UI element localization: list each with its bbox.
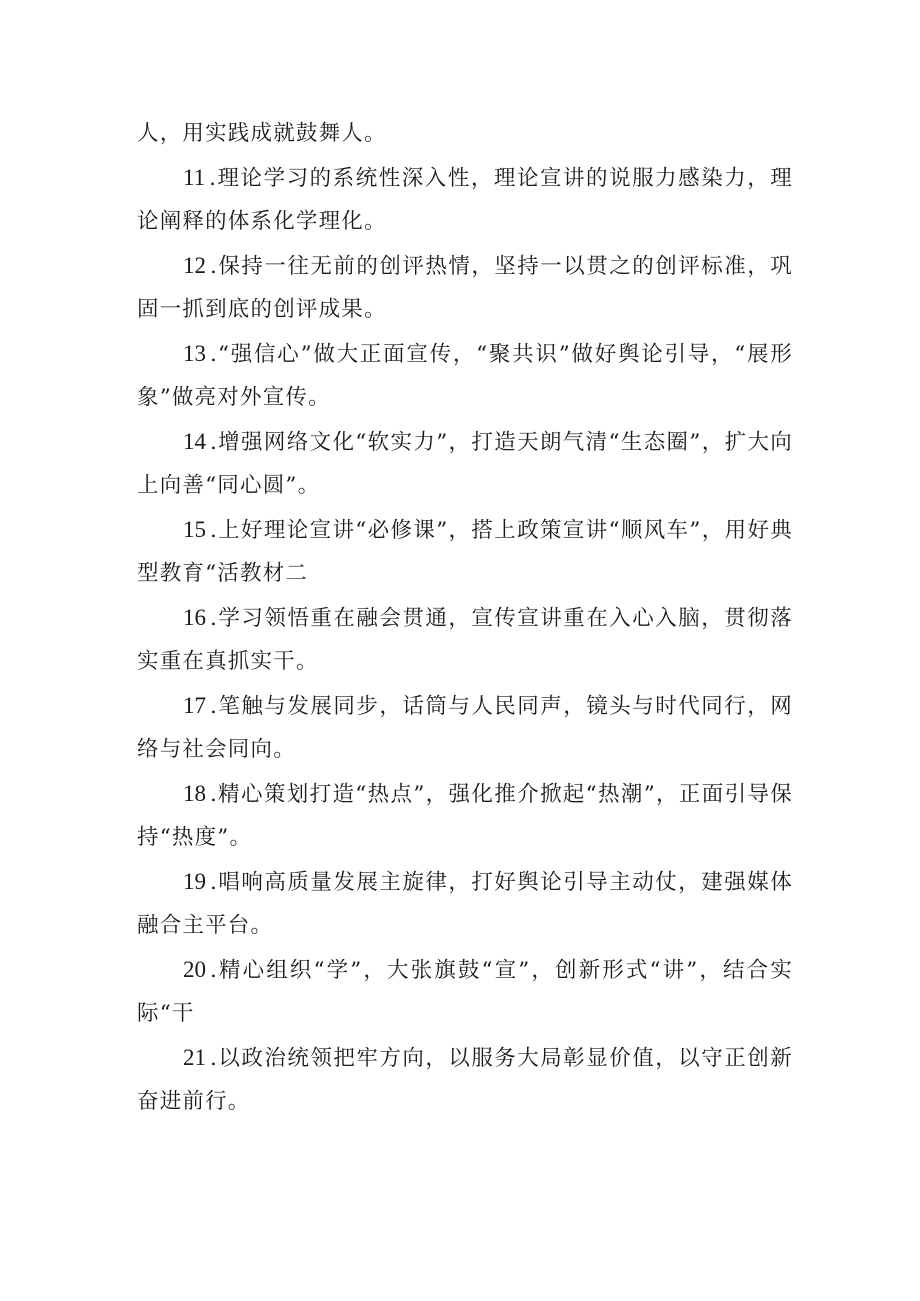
list-item-11 [137, 156, 793, 244]
item-text: .增强网络文化“软实力”，打造天朗气清“生态圈”，扩大向上向善“同心圆”。 [137, 429, 793, 498]
list-item-19 [137, 860, 793, 948]
document-body [137, 112, 793, 1124]
item-text: .上好理论宣讲“必修课”，搭上政策宣讲“顺风车”，用好典型教育“活教材二 [137, 517, 793, 586]
item-number: 16 [183, 604, 206, 630]
paragraph-text: 人，用实践成就鼓舞人。 [137, 121, 387, 146]
list-item-20 [137, 948, 793, 1036]
item-text: .唱响高质量发展主旋律，打好舆论引导主动仗，建强媒体融合主平台。 [137, 869, 793, 938]
list-item-21 [137, 1036, 793, 1124]
list-item-13 [137, 332, 793, 420]
item-text: .精心策划打造“热点”，强化推介掀起“热潮”，正面引导保持“热度”。 [137, 781, 793, 850]
list-item-16 [137, 596, 793, 684]
item-number: 18 [183, 780, 206, 806]
item-text: .笔触与发展同步，话筒与人民同声，镜头与时代同行，网络与社会同向。 [137, 693, 793, 762]
item-number: 13 [183, 340, 206, 366]
item-text: .以政治统领把牢方向，以服务大局彰显价值，以守正创新奋进前行。 [137, 1045, 793, 1114]
item-number: 14 [183, 428, 206, 454]
item-text: .“强信心”做大正面宣传，“聚共识”做好舆论引导，“展形象”做亮对外宣传。 [137, 341, 793, 410]
item-number: 20 [183, 956, 206, 982]
list-item-18 [137, 772, 793, 860]
item-text: .精心组织“学”，大张旗鼓“宣”，创新形式“讲”，结合实际“干 [137, 957, 793, 1026]
item-number: 12 [183, 252, 206, 278]
item-number: 17 [183, 692, 206, 718]
paragraph-continuation [137, 112, 793, 156]
item-text: .学习领悟重在融会贯通，宣传宣讲重在入心入脑，贯彻落实重在真抓实干。 [137, 605, 793, 674]
item-number: 11 [183, 164, 206, 190]
list-item-12 [137, 244, 793, 332]
item-number: 21 [183, 1044, 206, 1070]
list-item-14 [137, 420, 793, 508]
item-text: .理论学习的系统性深入性，理论宣讲的说服力感染力，理论阐释的体系化学理化。 [137, 165, 793, 234]
list-item-15 [137, 508, 793, 596]
item-number: 19 [183, 868, 206, 894]
list-item-17 [137, 684, 793, 772]
item-number: 15 [183, 516, 206, 542]
item-text: .保持一往无前的创评热情，坚持一以贯之的创评标准，巩固一抓到底的创评成果。 [137, 253, 793, 322]
